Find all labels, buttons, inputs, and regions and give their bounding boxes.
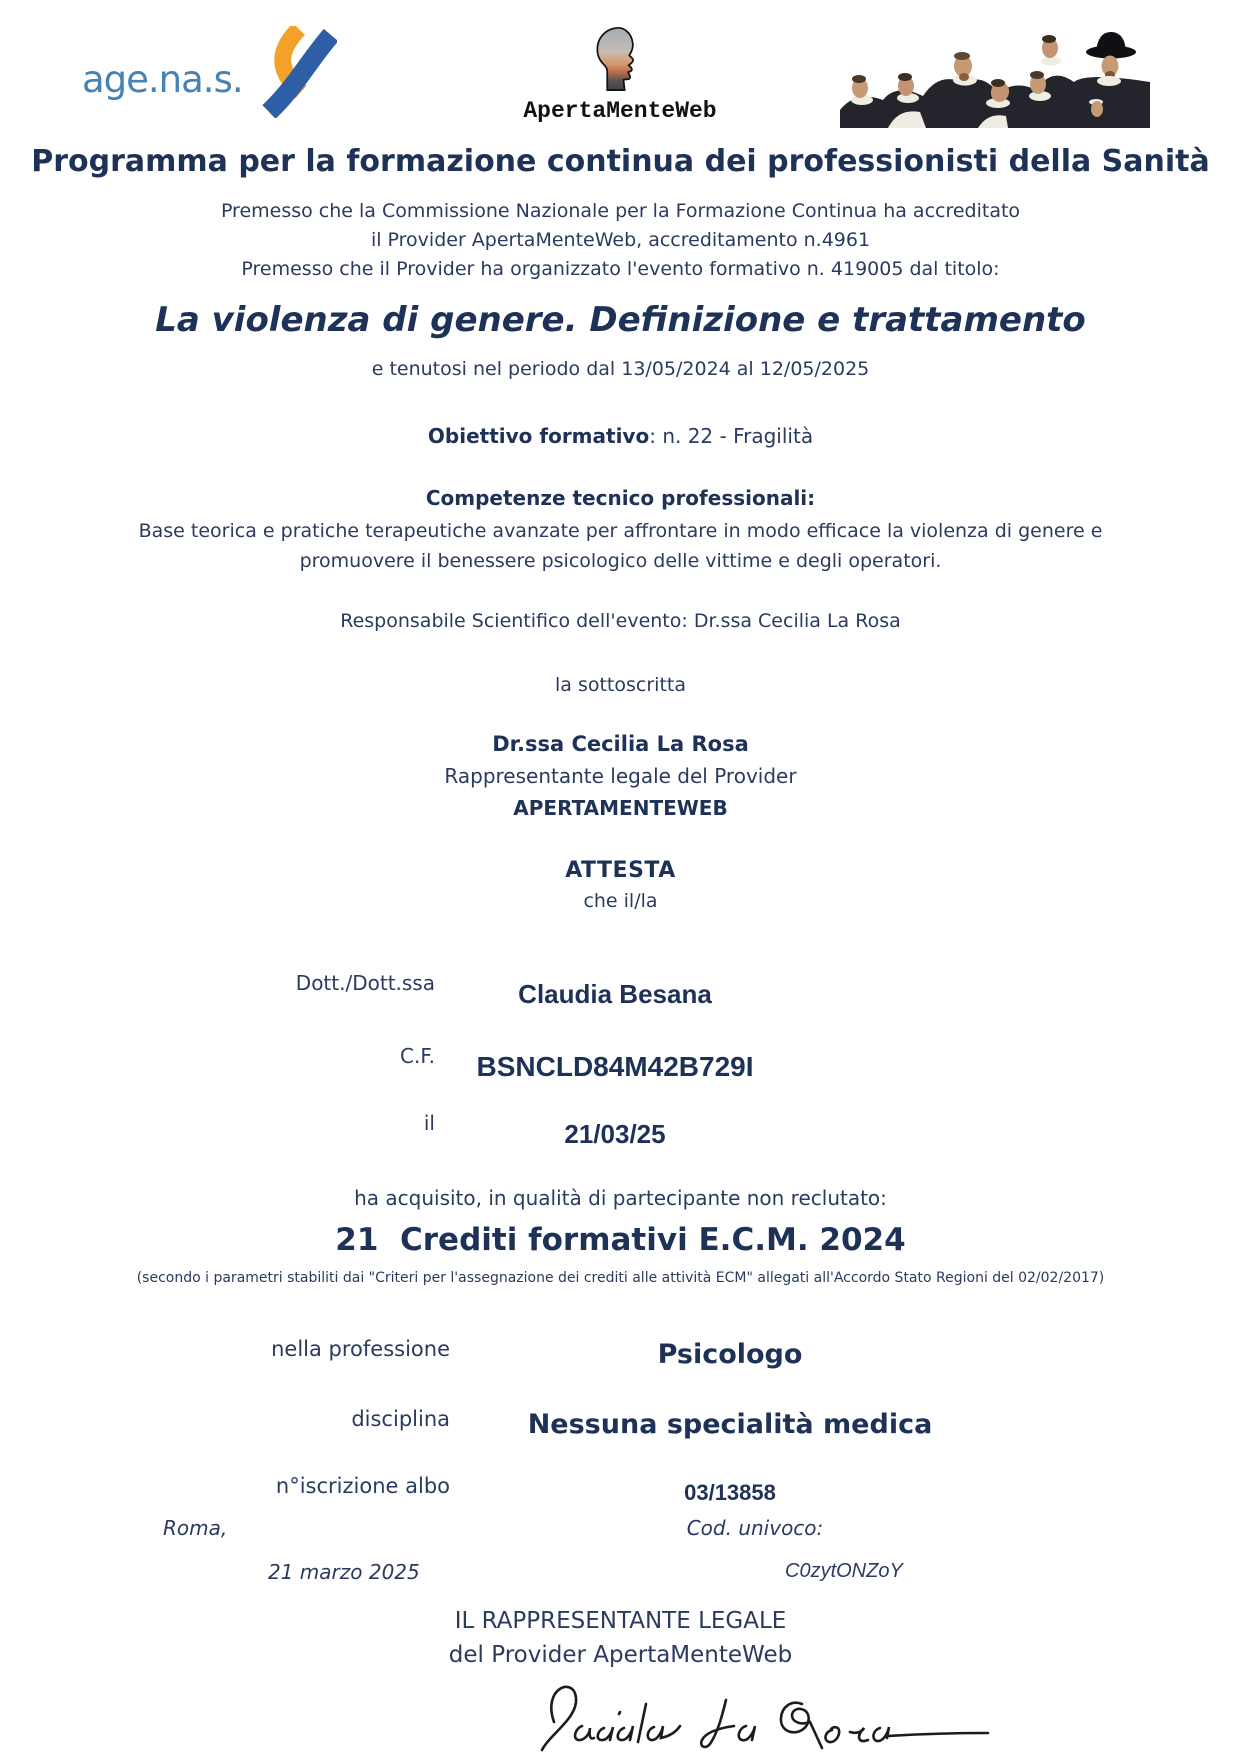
- profession-label: nella professione: [271, 1337, 450, 1361]
- credits-headline: 21 Crediti formativi E.C.M. 2024: [335, 1222, 906, 1258]
- place-text: Roma,: [163, 1516, 228, 1540]
- credits-intro: ha acquisito, in qualità di partecipante non reclutato:: [354, 1186, 887, 1210]
- date-value: 21/03/25: [564, 1119, 666, 1149]
- univoco-label: Cod. univoco:: [686, 1516, 824, 1540]
- participant-name-row: [0, 966, 1241, 1009]
- profession-value: Psicologo: [657, 1339, 803, 1370]
- objective-label: Obiettivo formativo: [427, 424, 650, 448]
- participant-date-row: [0, 1106, 1241, 1149]
- competencies-text: Base teorica e pratiche terapeutiche avanzate per affrontare in modo efficace la violenza di genere e promuovere il benessere psicologico delle vittime e degli operatori.: [138, 520, 1103, 572]
- issue-date: 21 marzo 2025: [268, 1560, 420, 1584]
- competencies-title: Competenze tecnico professionali:: [425, 486, 816, 510]
- premise-line-3: Premesso che il Provider ha organizzato l'evento formativo n. 419005 dal titolo:: [241, 258, 1000, 280]
- objective-value: : n. 22 - Fragilità: [649, 424, 814, 448]
- register-row: [0, 1473, 1241, 1505]
- univoco-value: C0zytONZoY: [785, 1560, 903, 1582]
- agenas-logo: [82, 40, 337, 118]
- premise-line-2: il Provider ApertaMenteWeb, accreditamento n.4961: [370, 229, 871, 251]
- date-label: il: [423, 1111, 435, 1135]
- apertamenteweb-wordmark: ApertaMenteWeb: [523, 98, 717, 124]
- participant-name: Claudia Besana: [518, 979, 712, 1009]
- attesta-subject: che il/la: [583, 890, 658, 912]
- cf-label: C.F.: [400, 1044, 435, 1068]
- cf-value: BSNCLD84M42B729I: [476, 1051, 754, 1082]
- attesta-heading: ATTESTA: [565, 858, 676, 883]
- premise-line-1: Premesso che la Commissione Nazionale per la Formazione Continua ha accreditato: [220, 200, 1021, 222]
- apertamenteweb-logo: [445, 24, 795, 124]
- page-title: Programma per la formazione continua dei professionisti della Sanità: [31, 144, 1210, 179]
- legal-rep-provider: del Provider ApertaMenteWeb: [448, 1642, 793, 1668]
- register-label: n°iscrizione albo: [275, 1474, 450, 1498]
- participant-title-label: Dott./Dott.ssa: [295, 971, 435, 995]
- signer-provider: APERTAMENTEWEB: [513, 796, 728, 820]
- credits-note: (secondo i parametri stabiliti dai "Criteri per l'assegnazione dei crediti alle attività ECM" allegati all'Accordo Stato Regioni del 02/02/2017): [136, 1270, 1105, 1286]
- legal-rep-title: IL RAPPRESENTANTE LEGALE: [454, 1608, 787, 1634]
- scientific-director: Responsabile Scientifico dell'evento: Dr.ssa Cecilia La Rosa: [340, 610, 901, 632]
- event-period: e tenutosi nel periodo dal 13/05/2024 al 12/05/2025: [371, 358, 870, 380]
- signer-name: Dr.ssa Cecilia La Rosa: [492, 732, 749, 756]
- declaration-intro: la sottoscritta: [555, 674, 686, 696]
- head-profile-icon: [591, 24, 649, 96]
- register-value: 03/13858: [684, 1480, 776, 1505]
- profession-row: [0, 1332, 1241, 1370]
- agenas-wordmark: age.na.s.: [82, 57, 243, 101]
- objective-line: [0, 424, 1241, 448]
- group-painting-image: [828, 28, 1158, 128]
- signer-role: Rappresentante legale del Provider: [444, 764, 797, 788]
- signature-image: [520, 1670, 1000, 1754]
- discipline-value: Nessuna specialità medica: [527, 1409, 933, 1440]
- participant-cf-row: [0, 1038, 1241, 1082]
- agenas-swoosh-icon: [245, 26, 337, 118]
- event-title: La violenza di genere. Definizione e trattamento: [155, 300, 1086, 340]
- discipline-label: disciplina: [351, 1407, 450, 1431]
- discipline-row: [0, 1402, 1241, 1440]
